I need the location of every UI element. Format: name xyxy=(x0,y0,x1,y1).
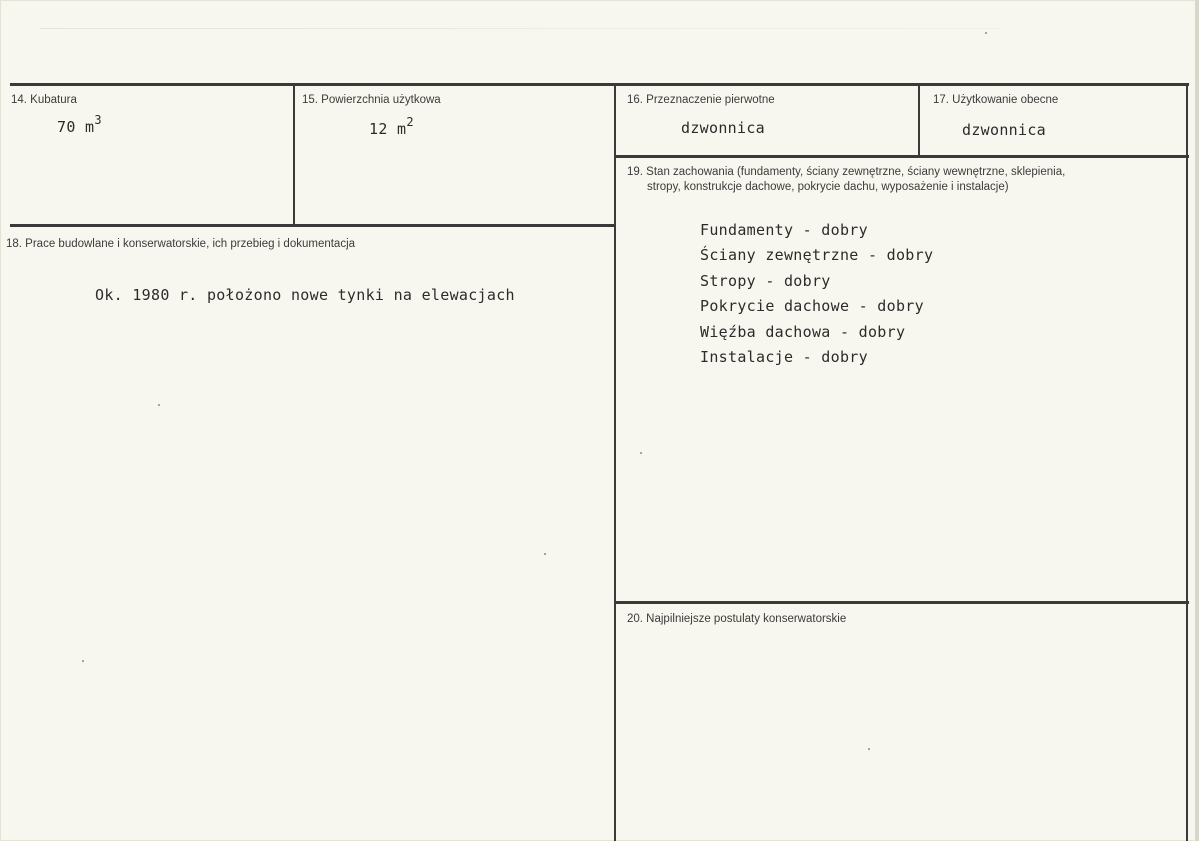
rule-above-20 xyxy=(616,601,1189,604)
rule-under-16-17 xyxy=(616,155,1189,158)
powierzchnia-label: 15. Powierzchnia użytkowa xyxy=(302,94,441,106)
stan-item-sciany: Ściany zewnętrzne - dobry xyxy=(700,246,934,265)
rule-under-14-15 xyxy=(10,224,616,227)
top-faint-line xyxy=(40,28,1000,29)
divider-main xyxy=(614,84,616,841)
powierzchnia-value: 12 $m^2$ xyxy=(369,115,414,138)
top-rule xyxy=(10,83,1189,86)
stan-items-list xyxy=(700,218,933,370)
kubatura-unit-exponent: 3 xyxy=(94,113,102,127)
paper-speck xyxy=(82,660,84,662)
right-border xyxy=(1186,84,1188,841)
prace-label: 18. Prace budowlane i konserwatorskie, ich przebieg i dokumentacja xyxy=(6,238,356,250)
paper-speck xyxy=(868,748,870,750)
prace-value: Ok. 1980 r. położono nowe tynki na elewacjach xyxy=(95,286,515,304)
przeznaczenie-label: 16. Przeznaczenie pierwotne xyxy=(627,94,775,106)
divider-14-15 xyxy=(293,84,295,226)
uzytkowanie-value: dzwonnica xyxy=(962,121,1046,139)
stan-item-pokrycie: Pokrycie dachowe - dobry xyxy=(700,297,924,316)
uzytkowanie-label: 17. Użytkowanie obecne xyxy=(933,94,1059,106)
kubatura-value: 70 $m^3$ xyxy=(57,113,102,136)
divider-16-17 xyxy=(918,84,920,157)
card-edge xyxy=(1195,0,1199,841)
paper-speck xyxy=(640,452,642,454)
stan-item-wiezba: Więźba dachowa - dobry xyxy=(700,322,906,341)
powierzchnia-unit-exponent: 2 xyxy=(406,115,414,129)
paper-speck xyxy=(985,32,987,34)
paper-speck xyxy=(544,553,546,555)
stan-item-fundamenty: Fundamenty - dobry xyxy=(700,221,868,239)
stan-label-line1: 19. Stan zachowania (fundamenty, ściany zewnętrzne, ściany wewnętrzne, sklepienia, xyxy=(627,166,1066,178)
przeznaczenie-value: dzwonnica xyxy=(681,119,765,137)
paper-speck xyxy=(158,404,160,406)
stan-label-line2: stropy, konstrukcje dachowe, pokrycie dachu, wyposażenie i instalacje) xyxy=(647,181,1009,193)
kubatura-label: 14. Kubatura xyxy=(11,94,77,106)
stan-item-stropy: Stropy - dobry xyxy=(700,271,831,290)
stan-item-instalacje: Instalacje - dobry xyxy=(700,348,868,367)
postulaty-label: 20. Najpilniejsze postulaty konserwatorskie xyxy=(627,613,847,625)
